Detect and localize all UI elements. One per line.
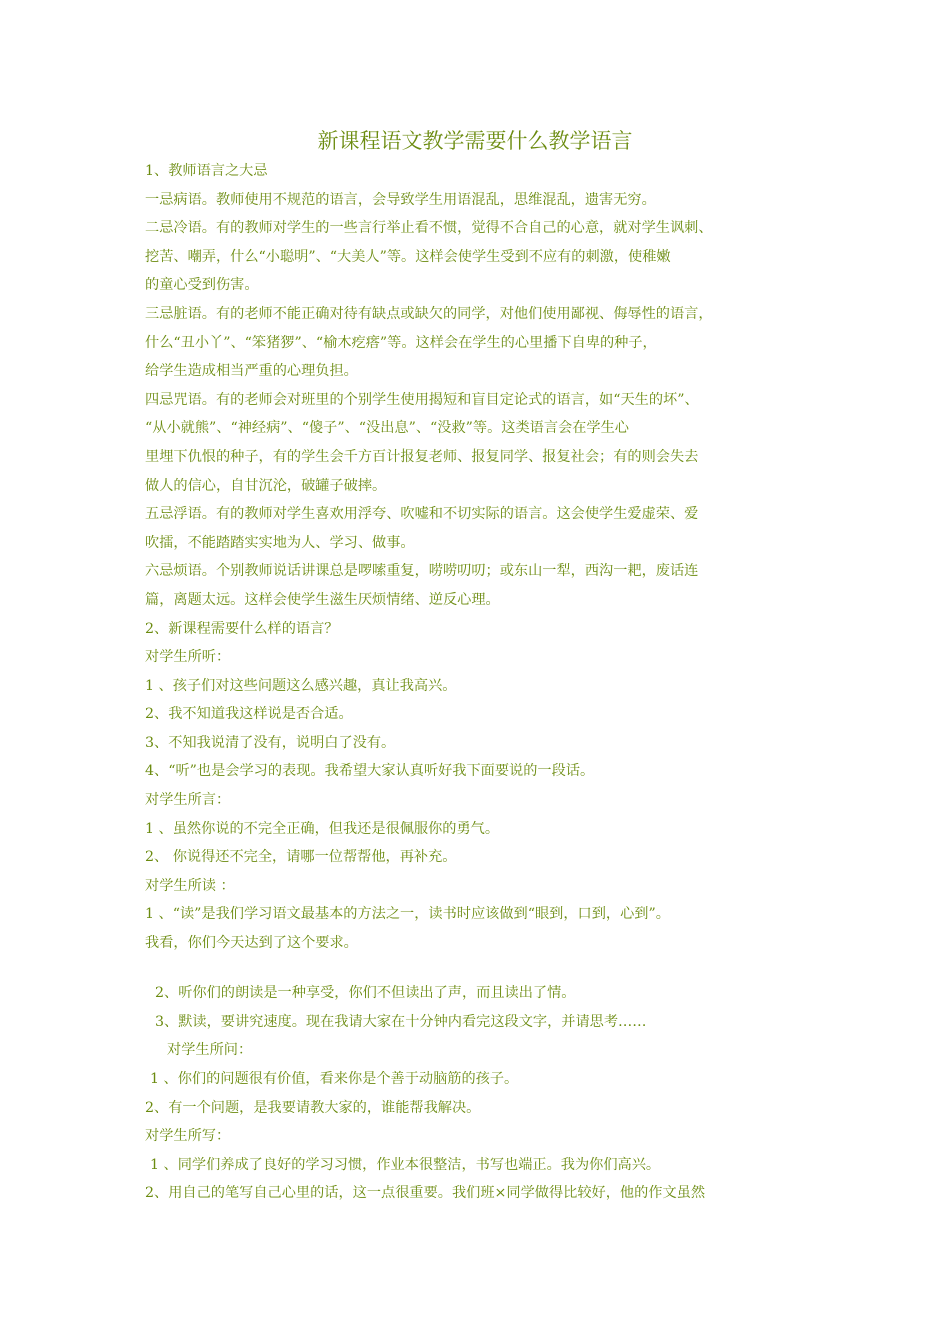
- subsection-heading: 对学生所言：: [145, 792, 231, 809]
- paragraph-line: “从小就熊”、“神经病”、“傻子”、“没出息”、“没救”等。这类语言会在学生心: [145, 420, 629, 437]
- paragraph-line: 二忌冷语。有的教师对学生的一些言行举止看不惯，觉得不合自己的心意，就对学生讽刺、: [145, 220, 713, 237]
- list-item: 我看，你们今天达到了这个要求。: [145, 935, 358, 952]
- list-item: 3、默读，要讲究速度。现在我请大家在十分钟内看完这段文字，并请思考……: [155, 1013, 647, 1030]
- list-item: 1 、你们的问题很有价值，看来你是个善于动脑筋的孩子。: [150, 1070, 519, 1087]
- list-item: 1 、同学们养成了良好的学习习惯，作业本很整洁，书写也端正。我为你们高兴。: [150, 1156, 661, 1173]
- document-body: [145, 157, 815, 1208]
- list-item: 3、不知我说清了没有，说明白了没有。: [145, 734, 396, 751]
- paragraph-line: 的童心受到伤害。: [145, 277, 259, 294]
- subsection-heading: 对学生所听：: [145, 649, 231, 666]
- blank-line: [145, 958, 815, 980]
- paragraph-line: 三忌脏语。有的老师不能正确对待有缺点或缺欠的同学，对他们使用鄙视、侮辱性的语言，: [145, 305, 713, 322]
- document-title: 新课程语文教学需要什么教学语言: [317, 129, 633, 153]
- paragraph-line: 吹擂，不能踏踏实实地为人、学习、做事。: [145, 534, 415, 551]
- paragraph-line: 六忌烦语。个别教师说话讲课总是啰嗦重复，唠唠叨叨；或东山一犁，西沟一耙，废话连: [145, 563, 699, 580]
- subsection-heading: 对学生所写：: [145, 1128, 231, 1145]
- list-item: 1 、虽然你说的不完全正确，但我还是很佩服你的勇气。: [145, 820, 500, 837]
- list-item: 2、用自己的笔写自己心里的话，这一点很重要。我们班×同学做得比较好，他的作文虽然: [145, 1185, 706, 1202]
- list-item: 1 、“读”是我们学习语文最基本的方法之一，读书时应该做到“眼到，口到，心到”。: [145, 906, 670, 923]
- subsection-heading: 对学生所问：: [167, 1042, 253, 1059]
- list-item: 2、听你们的朗读是一种享受，你们不但读出了声，而且读出了情。: [155, 985, 576, 1002]
- paragraph-line: 给学生造成相当严重的心理负担。: [145, 363, 358, 380]
- paragraph-line: 四忌咒语。有的老师会对班里的个别学生使用揭短和盲目定论式的语言，如“天生的坏”、: [145, 391, 699, 408]
- paragraph-line: 做人的信心，自甘沉沦，破罐子破摔。: [145, 477, 387, 494]
- paragraph-line: 什么“丑小丫”、“笨猪猡”、“榆木疙瘩”等。这样会在学生的心里播下自卑的种子，: [145, 334, 657, 351]
- paragraph-line: 篇，离题太远。这样会使学生滋生厌烦情绪、逆反心理。: [145, 591, 500, 608]
- list-item: 1 、孩子们对这些问题这么感兴趣，真让我高兴。: [145, 677, 457, 694]
- section-heading: 2、新课程需要什么样的语言？: [145, 620, 339, 637]
- list-item: 2、 你说得还不完全，请哪一位帮帮他，再补充。: [145, 849, 457, 866]
- paragraph-line: 里埋下仇恨的种子，有的学生会千方百计报复老师、报复同学、报复社会；有的则会失去: [145, 448, 699, 465]
- paragraph-line: 挖苦、嘲弄，什么“小聪明”、“大美人”等。这样会使学生受到不应有的刺激，使稚嫩: [145, 248, 671, 265]
- paragraph-line: 五忌浮语。有的教师对学生喜欢用浮夸、吹嘘和不切实际的语言。这会使学生爱虚荣、爱: [145, 506, 699, 523]
- list-item: 4、“听”也是会学习的表现。我希望大家认真听好我下面要说的一段话。: [145, 763, 595, 780]
- section-heading: 1、教师语言之大忌: [145, 163, 268, 179]
- list-item: 2、我不知道我这样说是否合适。: [145, 706, 353, 723]
- list-item: 2、有一个问题，是我要请教大家的，谁能帮我解决。: [145, 1099, 481, 1116]
- paragraph-line: 一忌病语。教师使用不规范的语言，会导致学生用语混乱，思维混乱，遗害无穷。: [145, 191, 656, 208]
- subsection-heading: 对学生所读 ：: [145, 877, 235, 894]
